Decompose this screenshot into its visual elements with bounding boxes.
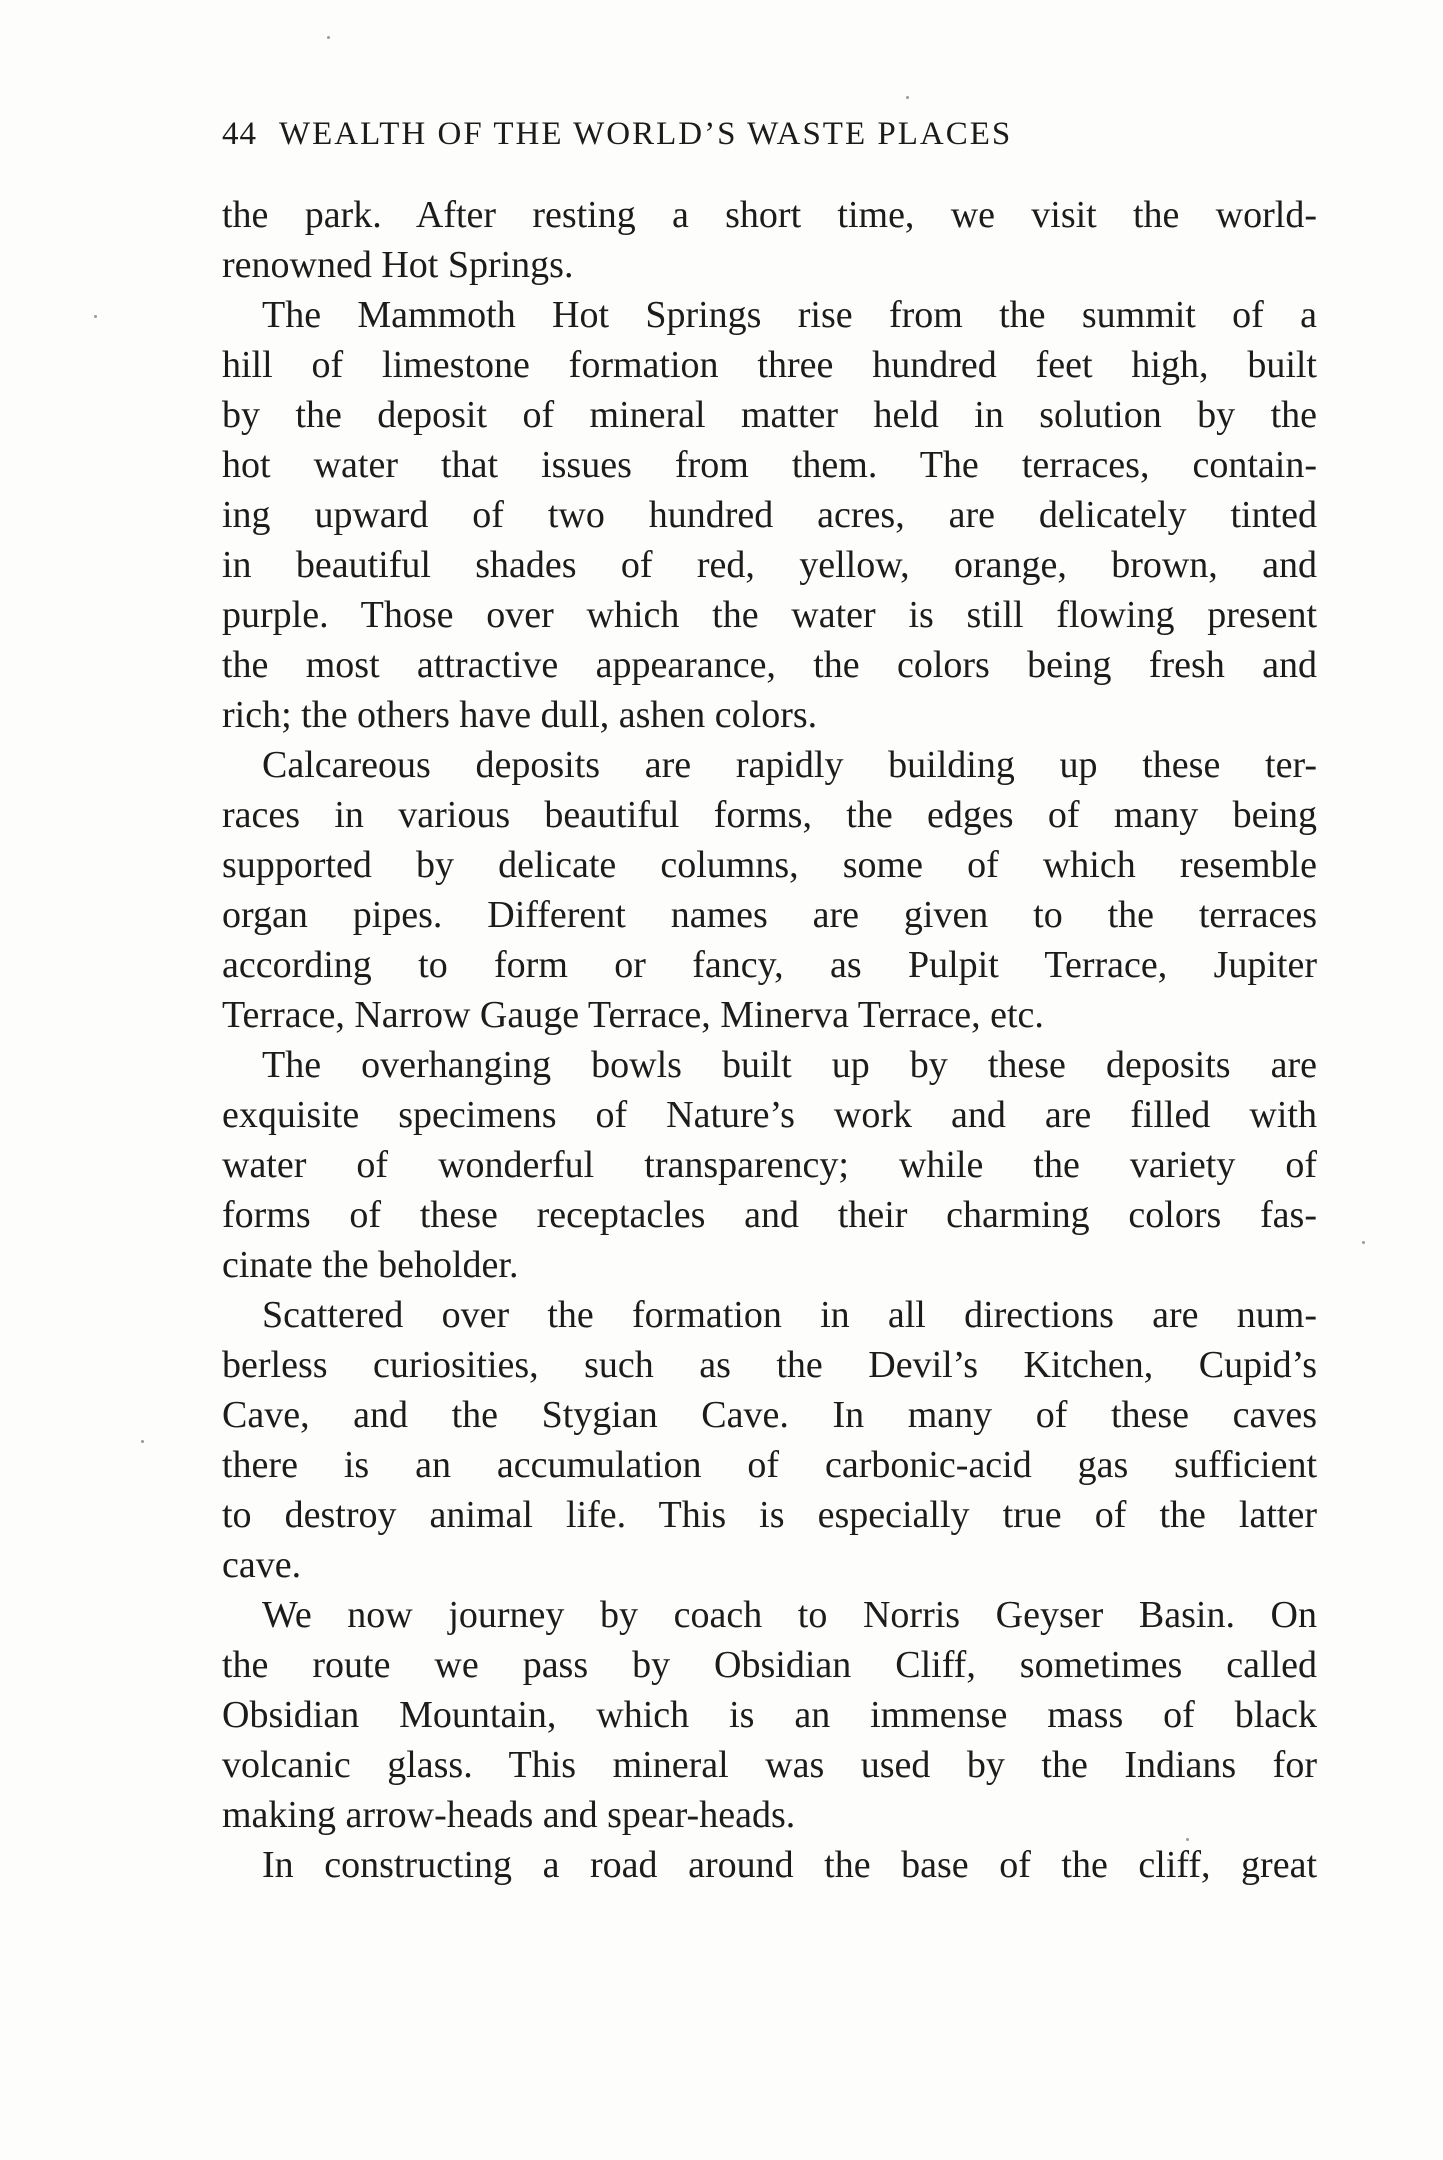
- text-line: We now journey by coach to Norris Geyser Basin. On: [262, 1594, 1317, 1636]
- running-title: WEALTH OF THE WORLD’S WASTE PLACES: [279, 116, 1013, 152]
- paragraph: [222, 740, 1317, 1040]
- text-line: The overhanging bowls built up by these deposits are: [262, 1044, 1317, 1086]
- text-line: according to form or fancy, as Pulpit Terrace, Jupiter: [222, 944, 1317, 986]
- text-line: cave.: [222, 1544, 302, 1586]
- running-header: [222, 116, 1232, 156]
- text-line: making arrow-heads and spear-heads.: [222, 1794, 796, 1836]
- paper-speck: [141, 1440, 144, 1443]
- paper-speck: [327, 36, 330, 39]
- text-line: berless curiosities, such as the Devil’s Kitchen, Cupid’s: [222, 1344, 1317, 1386]
- text-line: The Mammoth Hot Springs rise from the summit of a: [262, 294, 1317, 336]
- text-line: exquisite specimens of Nature’s work and are filled with: [222, 1094, 1317, 1136]
- paragraph: [222, 1040, 1317, 1290]
- text-line: the most attractive appearance, the colors being fresh and: [222, 644, 1317, 686]
- paragraph: [222, 1590, 1317, 1840]
- page-number: 44: [222, 116, 257, 152]
- text-line: Terrace, Narrow Gauge Terrace, Minerva Terrace, etc.: [222, 994, 1044, 1036]
- paper-speck: [1186, 1838, 1189, 1841]
- text-line: purple. Those over which the water is still flowing present: [222, 594, 1317, 636]
- text-line: in beautiful shades of red, yellow, orange, brown, and: [222, 544, 1317, 586]
- paragraph: [222, 290, 1317, 740]
- text-line: the route we pass by Obsidian Cliff, sometimes called: [222, 1644, 1317, 1686]
- text-line: there is an accumulation of carbonic-acid gas sufficient: [222, 1444, 1317, 1486]
- text-line: to destroy animal life. This is especially true of the latter: [222, 1494, 1317, 1536]
- text-line: volcanic glass. This mineral was used by the Indians for: [222, 1744, 1317, 1786]
- text-line: Obsidian Mountain, which is an immense mass of black: [222, 1694, 1317, 1736]
- text-line: forms of these receptacles and their charming colors fas-: [222, 1194, 1317, 1236]
- text-line: water of wonderful transparency; while the variety of: [222, 1144, 1317, 1186]
- text-line: organ pipes. Different names are given to the terraces: [222, 894, 1317, 936]
- text-line: hot water that issues from them. The terraces, contain-: [222, 444, 1317, 486]
- paragraph: [222, 1290, 1317, 1590]
- text-line: by the deposit of mineral matter held in solution by the: [222, 394, 1317, 436]
- text-line: cinate the beholder.: [222, 1244, 519, 1286]
- text-line: ing upward of two hundred acres, are delicately tinted: [222, 494, 1317, 536]
- paragraph: [222, 1840, 1317, 1890]
- paper-speck: [1362, 1241, 1365, 1244]
- text-line: Scattered over the formation in all directions are num-: [262, 1294, 1317, 1336]
- text-line: Cave, and the Stygian Cave. In many of these caves: [222, 1394, 1317, 1436]
- body-text: [222, 190, 1317, 1890]
- text-line: In constructing a road around the base of the cliff, great: [262, 1844, 1317, 1886]
- text-line: races in various beautiful forms, the edges of many being: [222, 794, 1317, 836]
- text-line: hill of limestone formation three hundred feet high, built: [222, 344, 1317, 386]
- paragraph: [222, 190, 1317, 290]
- paper-speck: [906, 96, 909, 99]
- text-line: Calcareous deposits are rapidly building up these ter-: [262, 744, 1317, 786]
- text-line: the park. After resting a short time, we visit the world-: [222, 194, 1317, 236]
- text-line: rich; the others have dull, ashen colors.: [222, 694, 818, 736]
- text-line: renowned Hot Springs.: [222, 244, 574, 286]
- text-line: supported by delicate columns, some of which resemble: [222, 844, 1317, 886]
- paper-speck: [94, 315, 97, 318]
